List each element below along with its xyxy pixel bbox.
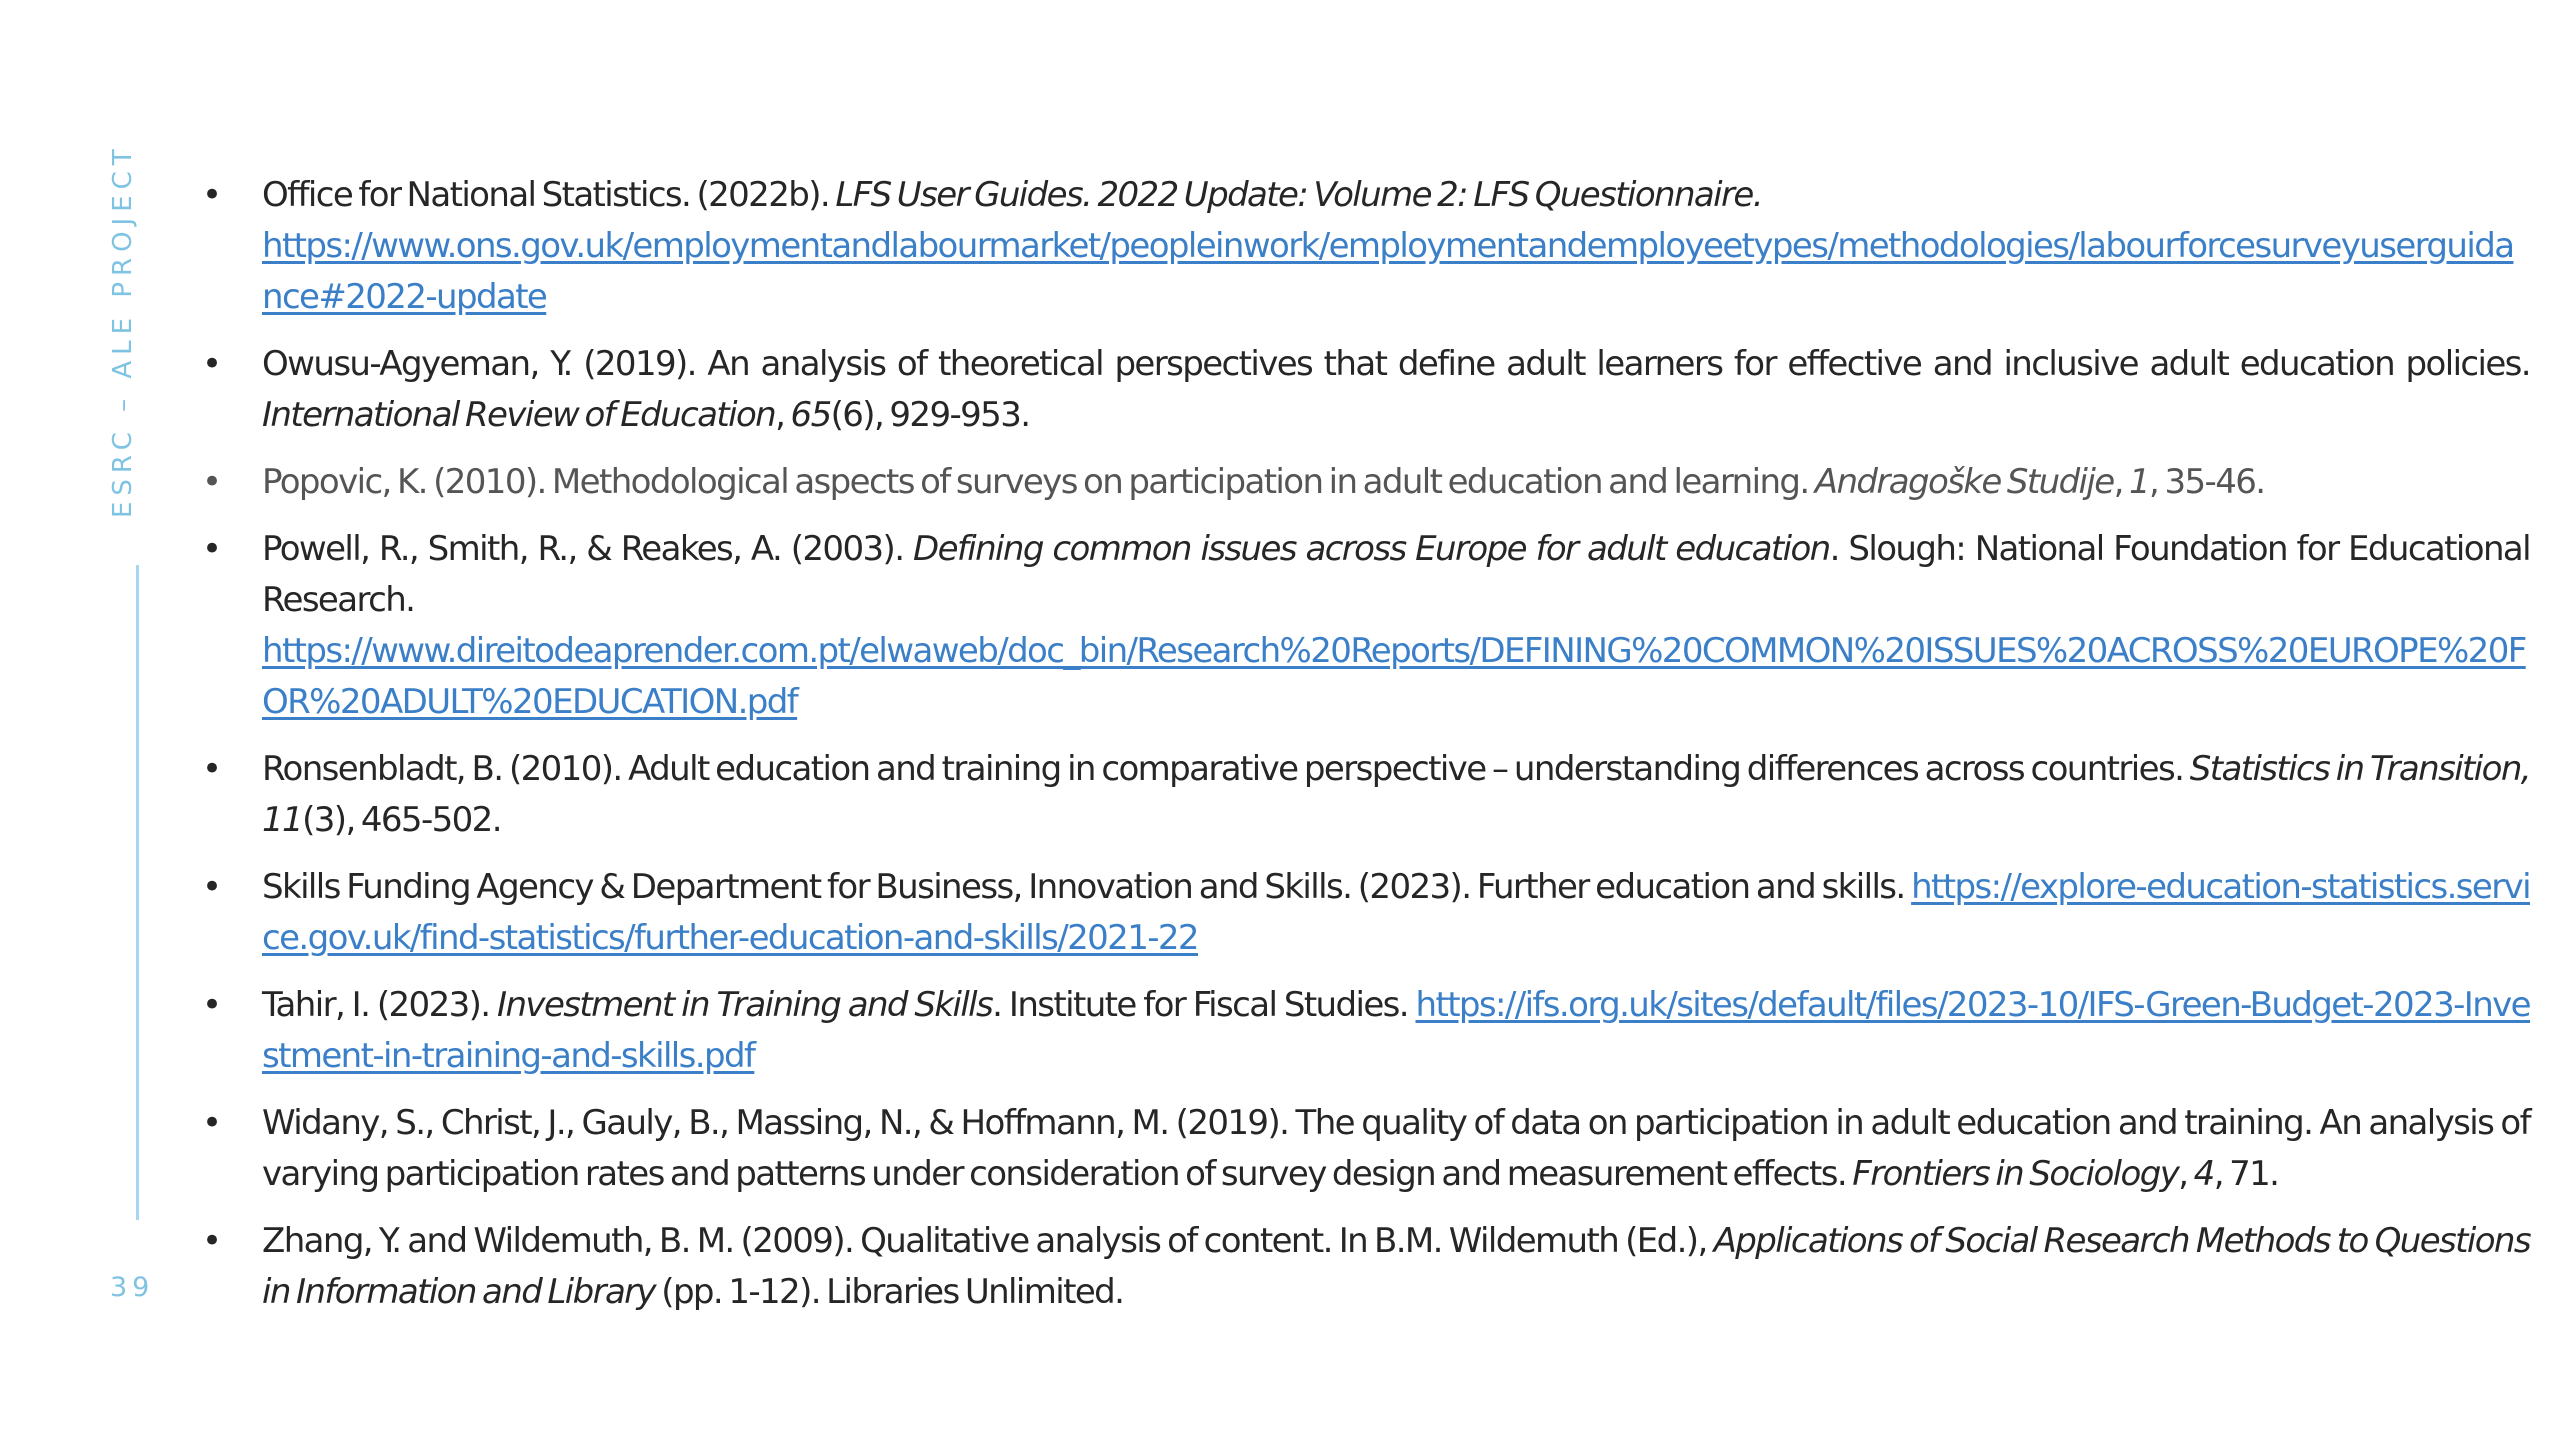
reference-author: Zhang, Y. and Wildemuth, B. M. (2009). Qualitative analysis of content. In B.M. Wildemuth (Ed.),	[262, 1221, 1714, 1261]
reference-author: Tahir, I. (2023).	[262, 985, 498, 1025]
reference-item	[200, 862, 2530, 964]
bullet-icon: •	[202, 867, 223, 907]
reference-item	[200, 1216, 2530, 1318]
reference-pages: , 35-46.	[2149, 462, 2265, 502]
reference-item	[200, 1098, 2530, 1200]
reference-volume: 1	[2129, 462, 2150, 502]
reference-title: Defining common issues across Europe for adult education	[912, 529, 1830, 569]
bullet-icon: •	[202, 529, 223, 569]
reference-item	[200, 524, 2530, 728]
reference-volume: 65	[790, 395, 831, 435]
bullet-icon: •	[202, 462, 223, 502]
reference-publisher: (pp. 1-12). Libraries Unlimited.	[655, 1272, 1124, 1312]
reference-separator: ,	[2178, 1154, 2194, 1194]
reference-item	[200, 457, 2530, 508]
reference-separator: ,	[2113, 462, 2129, 502]
running-header: ESRC – ALE PROJECT	[108, 143, 138, 518]
reference-list	[200, 170, 2530, 1334]
reference-author: Office for National Statistics. (2022b).	[262, 175, 836, 215]
bullet-icon: •	[202, 175, 223, 215]
reference-pages: , 71.	[2213, 1154, 2279, 1194]
reference-item	[200, 170, 2530, 323]
reference-author: Ronsenbladt, B. (2010). Adult education and training in comparative perspective – understanding differences across countries.	[262, 749, 2190, 789]
reference-journal: Statistics in Transition, 11	[262, 749, 2530, 840]
reference-journal: Frontiers in Sociology	[1852, 1154, 2179, 1194]
reference-pages: (6), 929-953.	[830, 395, 1030, 435]
page-number: 39	[110, 1272, 155, 1303]
reference-item	[200, 744, 2530, 846]
reference-separator: ,	[775, 395, 791, 435]
reference-publisher: . Slough: National Foundation for Educational Research.	[262, 529, 2530, 620]
sidebar-divider	[136, 565, 139, 1220]
reference-title: LFS User Guides. 2022 Update: Volume 2: LFS Questionnaire.	[835, 175, 1762, 215]
reference-author: Powell, R., Smith, R., & Reakes, A. (2003).	[262, 529, 913, 569]
reference-item	[200, 339, 2530, 441]
bullet-icon: •	[202, 1221, 223, 1261]
bullet-icon: •	[202, 344, 223, 384]
reference-link[interactable]: https://explore-education-statistics.service.gov.uk/find-statistics/further-education-and-skills/2021-22	[262, 867, 2530, 958]
bullet-icon: •	[202, 985, 223, 1025]
bullet-icon: •	[202, 1103, 223, 1143]
reference-volume: 4	[2193, 1154, 2214, 1194]
reference-item	[200, 980, 2530, 1082]
reference-author: Owusu-Agyeman, Y. (2019). An analysis of theoretical perspectives that define adult learners for effective and inclusive adult education policies.	[262, 344, 2530, 384]
reference-publisher: . Institute for Fiscal Studies.	[992, 985, 1416, 1025]
reference-link[interactable]: https://www.direitodeaprender.com.pt/elwaweb/doc_bin/Research%20Reports/DEFINING%20COMMON%20ISSUES%20ACROSS%20EUROPE%20FOR%20ADULT%20EDUCATION.pdf	[262, 631, 2526, 722]
reference-journal: Andragoške Studije	[1814, 462, 2114, 502]
reference-link[interactable]: https://www.ons.gov.uk/employmentandlabourmarket/peopleinwork/employmentandemployeetypes/methodologies/labourforcesurveyuserguidance#2022-update	[262, 226, 2514, 317]
reference-title: Applications of Social Research Methods to Questions in Information and Library	[262, 1221, 2530, 1312]
reference-author: Skills Funding Agency & Department for Business, Innovation and Skills. (2023). Further education and skills.	[262, 867, 1912, 907]
reference-author: Popovic, K. (2010). Methodological aspects of surveys on participation in adult education and learning.	[262, 462, 1815, 502]
reference-title: Investment in Training and Skills	[497, 985, 993, 1025]
reference-journal: International Review of Education	[262, 395, 776, 435]
reference-link[interactable]: https://ifs.org.uk/sites/default/files/2023-10/IFS-Green-Budget-2023-Investment-in-training-and-skills.pdf	[262, 985, 2530, 1076]
reference-author: Widany, S., Christ, J., Gauly, B., Massing, N., & Hoffmann, M. (2019). The quality of data on participation in adult education and training. An analysis of varying participation rates and patterns under consideration of survey design and measurement effects.	[262, 1103, 2530, 1194]
bullet-icon: •	[202, 749, 223, 789]
reference-pages: (3), 465-502.	[302, 800, 501, 840]
